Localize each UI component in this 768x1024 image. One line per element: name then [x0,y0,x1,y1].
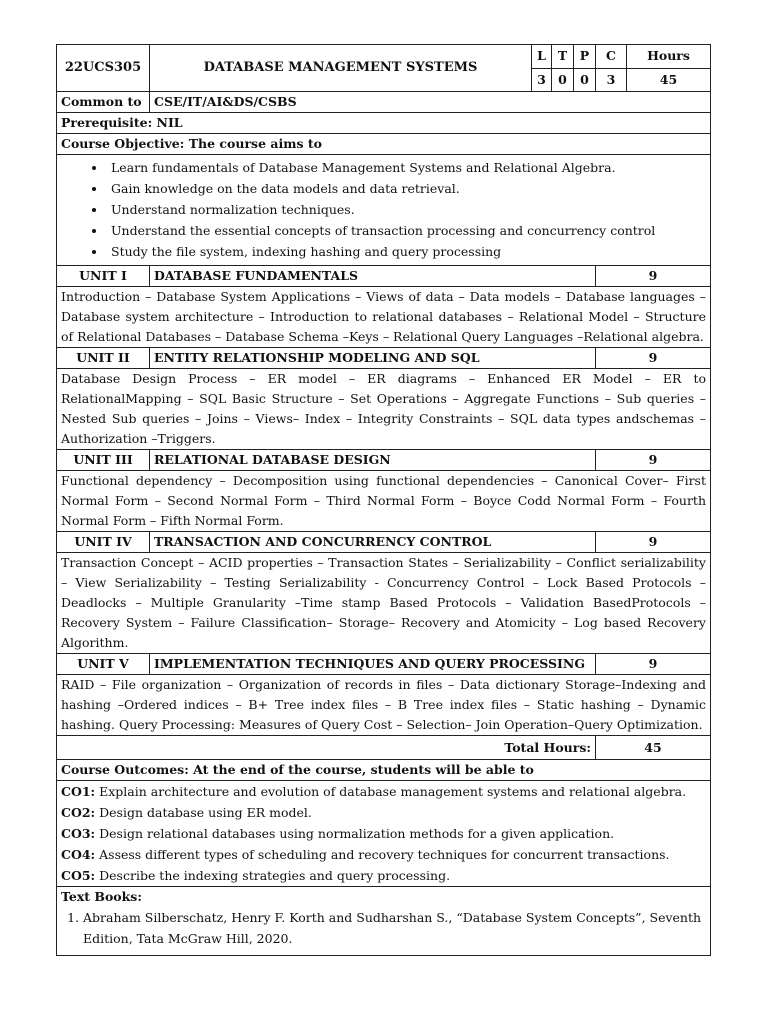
ltpc-value-t: 0 [552,68,574,92]
outcome-code: CO3: [61,826,96,841]
objective-item: • Learn fundamentals of Database Management Systems and Relational Algebra. [107,157,706,178]
unit-hours: 9 [596,532,711,553]
outcome-item [61,823,706,844]
unit-label: UNIT IV [57,532,150,553]
prerequisite: Prerequisite: NIL [57,113,711,134]
unit-title: IMPLEMENTATION TECHNIQUES AND QUERY PROCESSING [150,654,596,675]
outcome-item [61,802,706,823]
unit-label: UNIT II [57,348,150,369]
outcomes-cell [57,781,711,887]
outcome-code: CO1: [61,784,96,799]
unit-content: RAID – File organization – Organization of records in files – Data dictionary Storage–Indexing and hashing –Ordered indices – B+ Tree index files – B Tree index files – Static hashing – Dynamic hashing. Query Processing: Measures of Query Cost – Selection– Join Operation–Query Optimization. [57,675,711,736]
outcomes-heading: Course Outcomes: At the end of the course, students will be able to [57,760,711,781]
outcome-code: CO5: [61,868,96,883]
unit-content: Introduction – Database System Applications – Views of data – Data models – Database languages – Database system architecture – Introduction to relational databases – Relational Model – Structure of Relational Databases – Database Schema –Keys – Relational Query Languages –Relational algebra. [57,287,711,348]
objective-list [61,157,706,262]
objective-item: • Study the file system, indexing hashing and query processing [107,241,706,262]
unit-label: UNIT V [57,654,150,675]
outcome-text: Explain architecture and evolution of database management systems and relational algebra. [95,784,687,799]
outcome-text: Design database using ER model. [95,805,312,820]
outcome-code: CO2: [61,805,96,820]
unit-hours: 9 [596,266,711,287]
outcome-item [61,865,706,886]
ltpc-value-c: 3 [596,68,627,92]
objective-item: • Gain knowledge on the data models and data retrieval. [107,178,706,199]
unit-hours: 9 [596,348,711,369]
common-to-label: Common to [57,92,150,113]
unit-hours: 9 [596,654,711,675]
unit-content: Transaction Concept – ACID properties – Transaction States – Serializability – Conflict serializability – View Serializability – Testing Serializability - Concurrency Control – Lock Based Protocols – Deadlocks – Multiple Granularity –Time stamp Based Protocols – Validation BasedProtocols – Recovery System – Failure Classification– Storage– Recovery and Atomicity – Log based Recovery Algorithm. [57,553,711,654]
objective-heading: Course Objective: The course aims to [57,134,711,155]
total-hours-value: 45 [596,736,711,760]
unit-label: UNIT III [57,450,150,471]
ltpc-label-l: L [532,45,552,69]
common-to-value: CSE/IT/AI&DS/CSBS [150,92,711,113]
hours-label: Hours [627,45,711,69]
unit-content: Functional dependency – Decomposition using functional dependencies – Canonical Cover– First Normal Form – Second Normal Form – Third Normal Form – Boyce Codd Normal Form – Fourth Normal Form – Fifth Normal Form. [57,471,711,532]
outcome-text: Design relational databases using normalization methods for a given application. [95,826,615,841]
total-hours-label: Total Hours: [57,736,596,760]
outcome-item [61,844,706,865]
outcome-item [61,781,706,802]
text-book-item: 1. Abraham Silberschatz, Henry F. Korth and Sudharshan S., “Database System Concepts”, Seventh Edition, Tata McGraw Hill, 2020. [83,907,706,949]
text-books-list [61,907,706,949]
ltpc-value-l: 3 [532,68,552,92]
objective-item: • Understand normalization techniques. [107,199,706,220]
unit-title: DATABASE FUNDAMENTALS [150,266,596,287]
course-title: DATABASE MANAGEMENT SYSTEMS [150,45,532,92]
outcome-code: CO4: [61,847,96,862]
unit-content: Database Design Process – ER model – ER diagrams – Enhanced ER Model – ER to RelationalMapping – SQL Basic Structure – Set Operations – Aggregate Functions – Sub queries – Nested Sub queries – Joins – Views– Index – Integrity Constraints – SQL data types andschemas – Authorization –Triggers. [57,369,711,450]
outcome-text: Describe the indexing strategies and query processing. [95,868,451,883]
unit-title: TRANSACTION AND CONCURRENCY CONTROL [150,532,596,553]
ltpc-label-t: T [552,45,574,69]
unit-label: UNIT I [57,266,150,287]
unit-hours: 9 [596,450,711,471]
text-books-heading: Text Books: [61,889,142,904]
syllabus-table [56,44,711,956]
objective-item: • Understand the essential concepts of transaction processing and concurrency control [107,220,706,241]
text-books-cell [57,887,711,956]
objective-list-cell [57,155,711,266]
ltpc-label-c: C [596,45,627,69]
unit-title: ENTITY RELATIONSHIP MODELING AND SQL [150,348,596,369]
ltpc-value-p: 0 [574,68,596,92]
ltpc-label-p: P [574,45,596,69]
outcome-text: Assess different types of scheduling and recovery techniques for concurrent transactions. [95,847,670,862]
hours-value: 45 [627,68,711,92]
course-code: 22UCS305 [57,45,150,92]
unit-title: RELATIONAL DATABASE DESIGN [150,450,596,471]
